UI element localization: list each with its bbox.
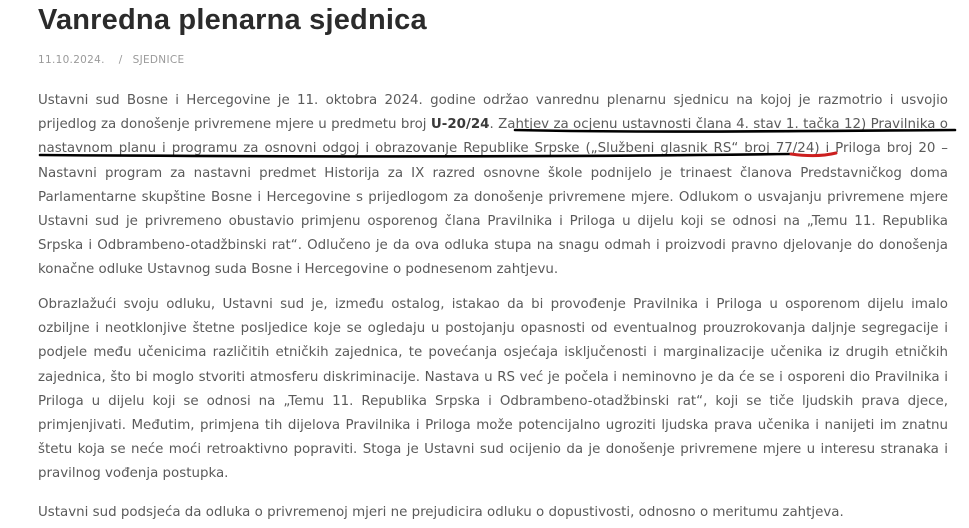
article-title: Vanredna plenarna sjednica <box>38 4 427 36</box>
paragraph-3: Ustavni sud podsjeća da odluka o privremenoj mjeri ne prejudicira odluku o dopustivosti, odnosno o meritumu zahtjeva. <box>38 505 844 520</box>
paragraph-1-intro: Ustavni sud Bosne i Hercegovine je 11. oktobra 2024. godine održao vanrednu plenarnu sjednicu na kojoj je razmotrio i usvojio prijedlog za donošenje privremene mjere u predmetu broj <box>38 93 948 133</box>
case-number: U-20/24 <box>430 117 490 133</box>
meta-separator: / <box>118 54 123 66</box>
paragraph-1-body: . Zahtjev za ocjenu ustavnosti člana 4. stav 1. tačka 12) Pravilnika o nastavnom planu i programu za osnovni odgoj i obrazovanje Republike Srpske („Službeni glasnik RS“ broj 77/24) i Priloga broj 20 – Nastavni program za nastavni predmet Historija za IX razred osnovne škole podnijelo je trinaest članova Predstavničkog doma Parlamentarne skupštine Bosne i Hercegovine s prijedlogom za donošenje privremene mjere. Odlukom o usvajanju privremene mjere Ustavni sud je privremeno obustavio primjenu osporenog člana Pravilnika i Priloga u dijelu koji se odnosi na „Temu 11. Republika Srpska i Odbrambeno-otadžbinski rat“. Odlučeno je da ova odluka stupa na snagu odmah i proizvodi pravno djelovanje do donošenja konačne odluke Ustavnog suda Bosne i Hercegovine o podnesenom zahtjevu. <box>38 117 948 278</box>
article-date: 11.10.2024. <box>38 54 105 66</box>
paragraph-2: Obrazlažući svoju odluku, Ustavni sud je, između ostalog, istakao da bi provođenje Pravilnika i Priloga u osporenom dijelu imalo ozbiljne i neotklonjive štetne posljedice koje se ogledaju u postojanju opasnosti od eventualnog prouzrokovanja daljnje segregacije i podjele među učenicima različitih etničkih zajednica, te povećanja osjećaja isključenosti i marginalizacije učenika iz drugih etničkih zajednica, što bi moglo stvoriti atmosferu diskriminacije. Nastava u RS već je počela i neminovno je da će se i osporeni dio Pravilnika i Priloga u dijelu koji se odnosi na „Temu 11. Republika Srpska i Odbrambeno-otadžbinski rat“, koji se tiče ljudskih prava djece, primjenjivati. Međutim, primjena tih dijelova Pravilnika i Priloga može potencijalno ugroziti ljudska prava učenika i nanijeti im znatnu štetu koja se neće moći retroaktivno popraviti. Stoga je Ustavni sud ocijenio da je donošenje privremene mjere u interesu stranaka i pravilnog vođenja postupka. <box>38 297 948 482</box>
category-link[interactable]: SJEDNICE <box>132 54 185 66</box>
paragraph-1 <box>38 89 948 283</box>
article-meta <box>38 54 184 66</box>
